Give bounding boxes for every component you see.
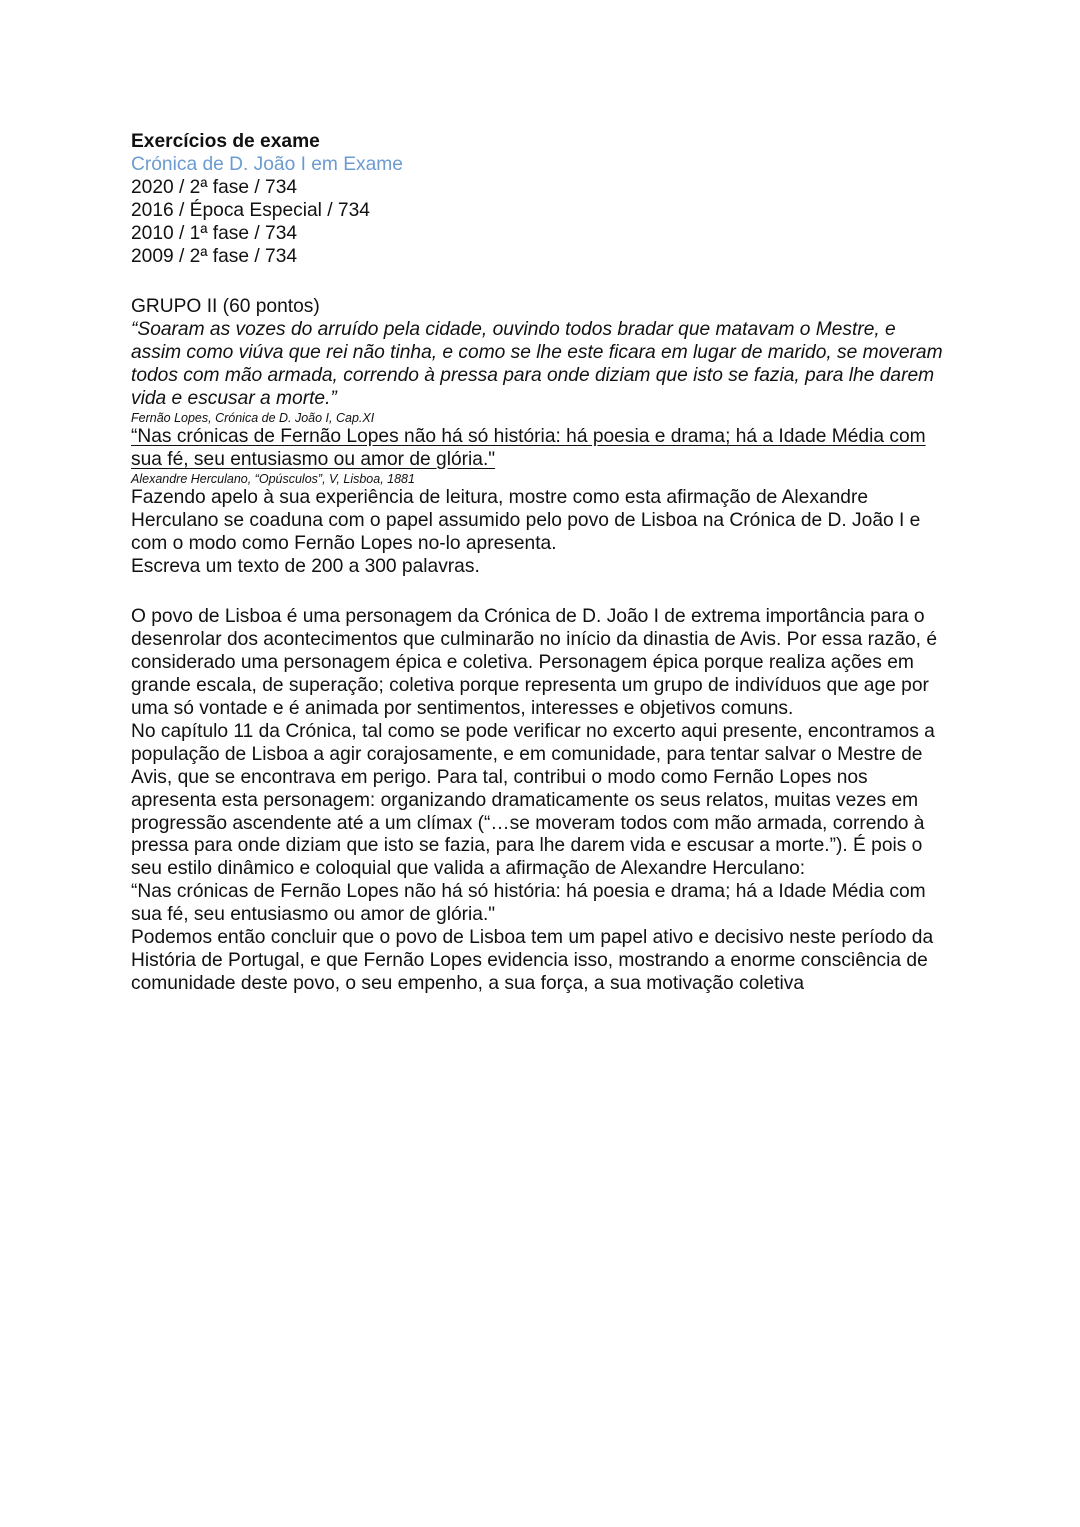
exam-reference: 2016 / Época Especial / 734 bbox=[131, 199, 370, 221]
exam-reference: 2009 / 2ª fase / 734 bbox=[131, 245, 298, 267]
spacer bbox=[131, 578, 951, 606]
chronicle-quote-source: Fernão Lopes, Crónica de D. João I, Cap.XI bbox=[131, 410, 375, 425]
answer-paragraph-2: No capítulo 11 da Crónica, tal como se pode verificar no excerto aqui presente, encontramos a população de Lisboa a agir corajosamente, e em comunidade, para tentar salvar o Mestre de Avis, que se encontrava em perigo. Para tal, contribui o modo como Fernão Lopes nos apresenta esta personagem: organizando dramaticamente os seus relatos, muitas vezes em progressão ascendente até a um clímax (“…se moveram todos com mão armada, correndo à pressa para onde diziam que isto se fazia, para lhe darem vida e escusar a morte.”). É pois o seu estilo dinâmico e coloquial que valida a afirmação de Alexandre Herculano: bbox=[131, 720, 935, 880]
chronicle-quote: “Soaram as vozes do arruído pela cidade, ouvindo todos bradar que matavam o Mestre, e assim como viúva que rei não tinha, e como se lhe este ficara em lugar de marido, se moveram todos com mão armada, correndo à pressa para onde diziam que isto se fazia, para lhe darem vida e escusar a morte.” bbox=[131, 319, 943, 410]
herculano-quote-source: Alexandre Herculano, “Opúsculos”, V, Lisboa, 1881 bbox=[131, 471, 415, 486]
answer-quote: “Nas crónicas de Fernão Lopes não há só história: há poesia e drama; há a Idade Média com sua fé, seu entusiasmo ou amor de glória." bbox=[131, 881, 926, 926]
document-subtitle: Crónica de D. João I em Exame bbox=[131, 153, 403, 175]
word-limit: Escreva um texto de 200 a 300 palavras. bbox=[131, 555, 480, 577]
document-page bbox=[131, 131, 951, 996]
question-instruction: Fazendo apelo à sua experiência de leitura, mostre como esta afirmação de Alexandre Herculano se coaduna com o papel assumido pelo povo de Lisboa na Crónica de D. João I e com o modo como Fernão Lopes no-lo apresenta. bbox=[131, 486, 921, 554]
spacer bbox=[131, 268, 951, 296]
group-heading: GRUPO II (60 pontos) bbox=[131, 296, 320, 318]
exam-reference: 2020 / 2ª fase / 734 bbox=[131, 176, 298, 198]
answer-paragraph-1: O povo de Lisboa é uma personagem da Crónica de D. João I de extrema importância para o desenrolar dos acontecimentos que culminarão no início da dinastia de Avis. Por essa razão, é considerado uma personagem épica e coletiva. Personagem épica porque realiza ações em grande escala, de superação; coletiva porque representa um grupo de indivíduos que age por uma só vontade e é animada por sentimentos, interesses e objetivos comuns. bbox=[131, 606, 937, 720]
exam-reference: 2010 / 1ª fase / 734 bbox=[131, 222, 298, 244]
answer-conclusion: Podemos então concluir que o povo de Lisboa tem um papel ativo e decisivo neste período da História de Portugal, e que Fernão Lopes evidencia isso, mostrando a enorme consciência de comunidade deste povo, o seu empenho, a sua força, a sua motivação coletiva bbox=[131, 927, 934, 994]
document-title: Exercícios de exame bbox=[131, 131, 320, 152]
herculano-quote: “Nas crónicas de Fernão Lopes não há só história: há poesia e drama; há a Idade Média com sua fé, seu entusiasmo ou amor de glória." bbox=[131, 425, 926, 470]
